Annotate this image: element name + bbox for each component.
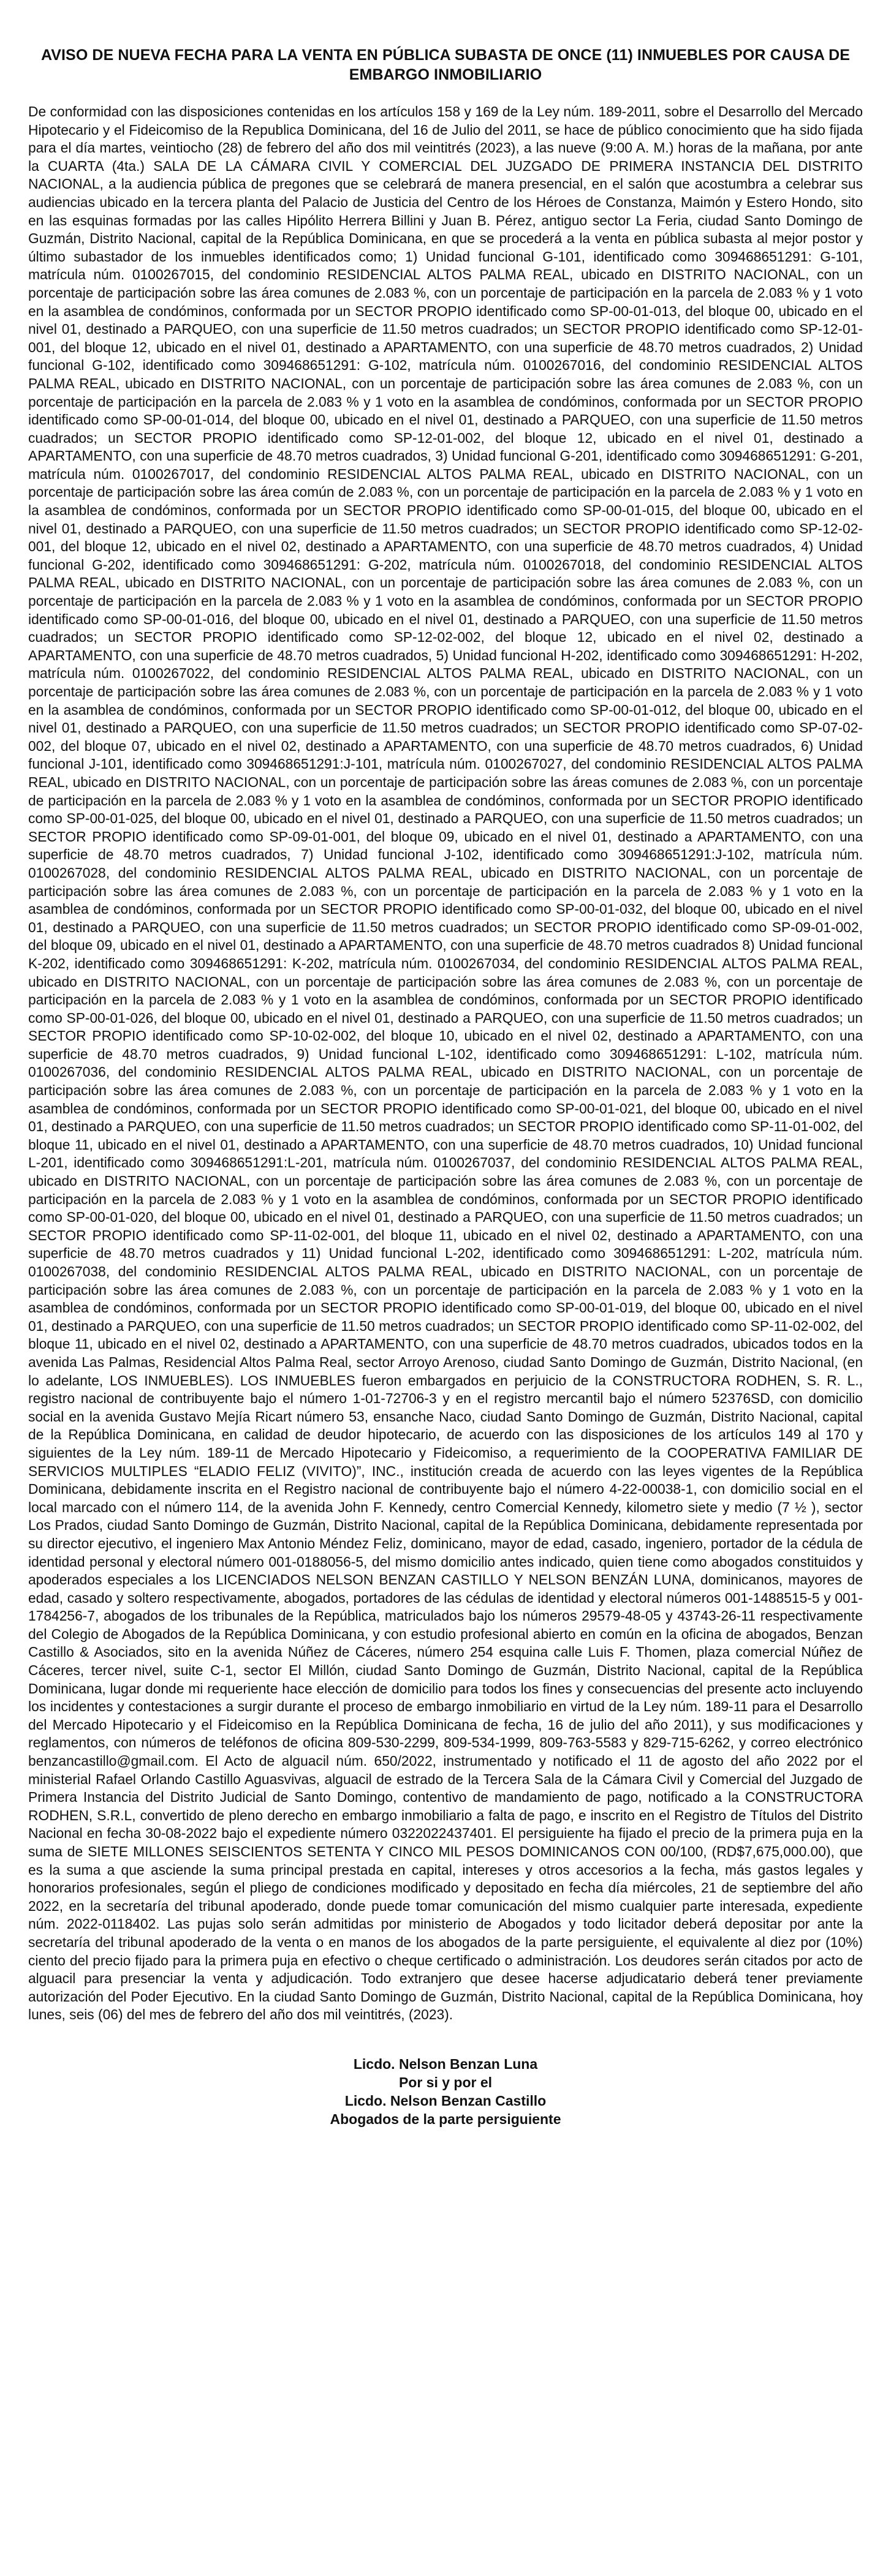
signature-line-2: Por si y por el [398,2074,493,2090]
signature-block [28,2055,863,2128]
notice-title: AVISO DE NUEVA FECHA PARA LA VENTA EN PÚBLICA SUBASTA DE ONCE (11) INMUEBLES POR CAUSA DE EMBARGO INMOBILIARIO [40,47,851,83]
notice-body: De conformidad con las disposiciones contenidas en los artículos 158 y 169 de la Ley núm. 189-2011, sobre el Desarrollo del Mercado Hipotecario y el Fideicomiso de la Republica Dominicana, del 16 de Julio del 2011, se hace de público conocimiento que ha sido fijada para el día martes, veintiocho (28) de febrero del año dos mil veintitrés (2023), a las nueve (9:00 A. M.) horas de la mañana, por ante la CUARTA (4ta.) SALA DE LA CÁMARA CIVIL Y COMERCIAL DEL JUZGADO DE PRIMERA INSTANCIA DEL DISTRITO NACIONAL, a la audiencia pública de pregones que se celebrará de manera presencial, en el salón que acostumbra a celebrar sus audiencias ubicado en la tercera planta del Palacio de Justicia del Centro de los Héroes de Constanza, Maimón y Estero Hondo, sito en las esquinas formadas por las calles Hipólito Herrera Billini y Juan B. Pérez, antiguo sector La Feria, ciudad Santo Domingo de Guzmán, Distrito Nacional, capital de la República Dominicana, en que se procederá a la venta en pública subasta al mejor postor y último subastador de los inmuebles identificados como; 1) Unidad funcional G-101, identificado como 309468651291: G-101, matrícula núm. 0100267015, del condominio RESIDENCIAL ALTOS PALMA REAL, ubicado en DISTRITO NACIONAL, con un porcentaje de participación sobre las área comunes de 2.083 %, con un porcentaje de participación en la parcela de 2.083 % y 1 voto en la asamblea de condóminos, conformada por un SECTOR PROPIO identificado como SP-00-01-013, del bloque 00, ubicado en el nivel 01, destinado a PARQUEO, con una superficie de 11.50 metros cuadrados; un SECTOR PROPIO identificado como SP-12-01-001, del bloque 12, ubicado en el nivel 01, destinado a APARTAMENTO, con una superficie de 48.70 metros cuadrados, 2) Unidad funcional G-102, identificado como 309468651291: G-102, matrícula núm. 0100267016, del condominio RESIDENCIAL ALTOS PALMA REAL, ubicado en DISTRITO NACIONAL, con un porcentaje de participación sobre las área comunes de 2.083 %, con un porcentaje de participación en la parcela de 2.083 % y 1 voto en la asamblea de condóminos, conformada por un SECTOR PROPIO identificado como SP-00-01-014, del bloque 00, ubicado en el nivel 01, destinado a PARQUEO, con una superficie de 11.50 metros cuadrados; un SECTOR PROPIO identificado como SP-12-01-002, del bloque 12, ubicado en el nivel 01, destinado a APARTAMENTO, con una superficie de 48.70 metros cuadrados, 3) Unidad funcional G-201, identificado como 309468651291: G-201, matrícula núm. 0100267017, del condominio RESIDENCIAL ALTOS PALMA REAL, ubicado en DISTRITO NACIONAL, con un porcentaje de participación sobre las área común de 2.083 %, con un porcentaje de participación en la parcela de 2.083 % y 1 voto en la asamblea de condóminos, conformada por un SECTOR PROPIO identificado como SP-00-01-015, del bloque 00, ubicado en el nivel 01, destinado a PARQUEO, con una superficie de 11.50 metros cuadrados; un SECTOR PROPIO identificado como SP-12-02-001, del bloque 12, ubicado en el nivel 02, destinado a APARTAMENTO, con una superficie de 48.70 metros cuadrados, 4) Unidad funcional G-202, identificado como 309468651291: G-202, matrícula núm. 0100267018, del condominio RESIDENCIAL ALTOS PALMA REAL, ubicado en DISTRITO NACIONAL, con un porcentaje de participación sobre las área comunes de 2.083 %, con un porcentaje de participación en la parcela de 2.083 % y 1 voto en la asamblea de condóminos, conformada por un SECTOR PROPIO identificado como SP-00-01-016, del bloque 00, ubicado en el nivel 01, destinado a PARQUEO, con una superficie de 11.50 metros cuadrados; un SECTOR PROPIO identificado como SP-12-02-002, del bloque 12, ubicado en el nivel 02, destinado a APARTAMENTO, con una superficie de 48.70 metros cuadrados, 5) Unidad funcional H-202, identificado como 309468651291: H-202, matrícula núm. 0100267022, del condominio RESIDENCIAL ALTOS PALMA REAL, ubicado en DISTRITO NACIONAL, con un porcentaje de participación sobre las área comunes de 2.083 %, con un porcentaje de participación en la parcela de 2.083 % y 1 voto en la asamblea de condóminos, conformada por un SECTOR PROPIO identificado como SP-00-01-012, del bloque 00, ubicado en el nivel 01, destinado a PARQUEO, con una superficie de 11.50 metros cuadrados; un SECTOR PROPIO identificado como SP-07-02-002, del bloque 07, ubicado en el nivel 02, destinado a APARTAMENTO, con una superficie de 48.70 metros cuadrados, 6) Unidad funcional J-101, identificado como 309468651291:J-101, matrícula núm. 0100267027, del condominio RESIDENCIAL ALTOS PALMA REAL, ubicado en DISTRITO NACIONAL, con un porcentaje de participación sobre las áreas comunes de 2.083 %, con un porcentaje de participación en la parcela de 2.083 % y 1 voto en la asamblea de condóminos, conformada por un SECTOR PROPIO identificado como SP-00-01-025, del bloque 00, ubicado en el nivel 01, destinado a PARQUEO, con una superficie de 11.50 metros cuadrados; un SECTOR PROPIO identificado como SP-09-01-001, del bloque 09, ubicado en el nivel 01, destinado a APARTAMENTO, con una superficie de 48.70 metros cuadrados, 7) Unidad funcional J-102, identificado como 309468651291:J-102, matrícula núm. 0100267028, del condominio RESIDENCIAL ALTOS PALMA REAL, ubicado en DISTRITO NACIONAL, con un porcentaje de participación sobre las área comunes de 2.083 %, con un porcentaje de participación en la parcela de 2.083 % y 1 voto en la asamblea de condóminos, conformada por un SECTOR PROPIO identificado como SP-00-01-032, del bloque 00, ubicado en el nivel 01, destinado a PARQUEO, con una superficie de 11.50 metros cuadrados; un SECTOR PROPIO identificado como SP-09-01-002, del bloque 09, ubicado en el nivel 01, destinado a APARTAMENTO, con una superficie de 48.70 metros cuadrados 8) Unidad funcional K-202, identificado como 309468651291: K-202, matrícula núm. 0100267034, del condominio RESIDENCIAL ALTOS PALMA REAL, ubicado en DISTRITO NACIONAL, con un porcentaje de participación sobre las área comunes de 2.083 %, con un porcentaje de participación en la parcela de 2.083 % y 1 voto en la asamblea de condóminos, conformada por un SECTOR PROPIO identificado como SP-00-01-026, del bloque 00, ubicado en el nivel 01, destinado a PARQUEO, con una superficie de 11.50 metros cuadrados; un SECTOR PROPIO identificado como SP-10-02-002, del bloque 10, ubicado en el nivel 02, destinado a APARTAMENTO, con una superficie de 48.70 metros cuadrados, 9) Unidad funcional L-102, identificado como 309468651291: L-102, matrícula núm. 0100267036, del condominio RESIDENCIAL ALTOS PALMA REAL, ubicado en DISTRITO NACIONAL, con un porcentaje de participación sobre las área comunes de 2.083 %, con un porcentaje de participación en la parcela de 2.083 % y 1 voto en la asamblea de condóminos, conformada por un SECTOR PROPIO identificado como SP-00-01-021, del bloque 00, ubicado en el nivel 01, destinado a PARQUEO, con una superficie de 11.50 metros cuadrados; un SECTOR PROPIO identificado como SP-11-01-002, del bloque 11, ubicado en el nivel 01, destinado a APARTAMENTO, con una superficie de 48.70 metros cuadrados, 10) Unidad funcional L-201, identificado como 309468651291:L-201, matrícula núm. 0100267037, del condominio RESIDENCIAL ALTOS PALMA REAL, ubicado en DISTRITO NACIONAL, con un porcentaje de participación sobre las área comunes de 2.083 %, con un porcentaje de participación en la parcela de 2.083 % y 1 voto en la asamblea de condóminos, conformada por un SECTOR PROPIO identificado como SP-00-01-020, del bloque 00, ubicado en el nivel 01, destinado a PARQUEO, con una superficie de 11.50 metros cuadrados; un SECTOR PROPIO identificado como SP-11-02-001, del bloque 11, ubicado en el nivel 02, destinado a APARTAMENTO, con una superficie de 48.70 metros cuadrados y 11) Unidad funcional L-202, identificado como 309468651291: L-202, matrícula núm. 0100267038, del condominio RESIDENCIAL ALTOS PALMA REAL, ubicado en DISTRITO NACIONAL, con un porcentaje de participación sobre las área comunes de 2.083 %, con un porcentaje de participación en la parcela de 2.083 % y 1 voto en la asamblea de condóminos, conformada por un SECTOR PROPIO identificado como SP-00-01-019, del bloque 00, ubicado en el nivel 01, destinado a PARQUEO, con una superficie de 11.50 metros cuadrados; un SECTOR PROPIO identificado como SP-11-02-002, del bloque 11, ubicado en el nivel 02, destinado a APARTAMENTO, con una superficie de 48.70 metros cuadrados, ubicados todos en la avenida Las Palmas, Residencial Altos Palma Real, sector Arroyo Arenoso, ciudad Santo Domingo de Guzmán, Distrito Nacional, (en lo adelante, LOS INMUEBLES). LOS INMUEBLES fueron embargados en perjuicio de la CONSTRUCTORA RODHEN, S. R. L., registro nacional de contribuyente bajo el número 1-01-72706-3 y en el registro mercantil bajo el número 52376SD, con domicilio social en la avenida Gustavo Mejía Ricart número 53, ensanche Naco, ciudad Santo Domingo de Guzmán, Distrito Nacional, capital de la República Dominicana, en calidad de deudor hipotecario, de acuerdo con las disposiciones de los artículos 149 al 170 y siguientes de la Ley núm. 189-11 de Mercado Hipotecario y Fideicomiso, a requerimiento de la COOPERATIVA FAMILIAR DE SERVICIOS MULTIPLES “ELADIO FELIZ (VIVITO)”, INC., institución creada de acuerdo con las leyes vigentes de la República Dominicana, debidamente inscrita en el Registro nacional de contribuyente bajo el número 4-22-00038-1, con domicilio social en el local marcado con el número 114, de la avenida John F. Kennedy, centro Comercial Kennedy, kilometro siete y medio (7 ½ ), sector Los Prados, ciudad Santo Domingo de Guzmán, Distrito Nacional, capital de la República Dominicana, debidamente representada por su director ejecutivo, el ingeniero Max Antonio Méndez Feliz, dominicano, mayor de edad, casado, ingeniero, portador de la cédula de identidad personal y electoral número 001-0188056-5, del mismo domicilio antes indicado, quien tiene como abogados constituidos y apoderados especiales a los LICENCIADOS NELSON BENZAN CASTILLO Y NELSON BENZÁN LUNA, dominicanos, mayores de edad, casado y soltero respectivamente, abogados, portadores de las cédulas de identidad y electoral números 001-1488515-5 y 001-1784256-7, abogados de los tribunales de la República, matriculados bajo los números 29579-48-05 y 43743-26-11 respectivamente del Colegio de Abogados de la República Dominicana, y con estudio profesional abierto en común en la oficina de abogados, Benzan Castillo & Asociados, sito en la avenida Núñez de Cáceres, número 254 esquina calle Luis F. Thomen, plaza comercial Núñez de Cáceres, tercer nivel, suite C-1, sector El Millón, ciudad Santo Domingo de Guzmán, Distrito Nacional, capital de la República Dominicana, lugar donde mi requeriente hace elección de domicilio para todos los fines y consecuencias del presente acto incluyendo los incidentes y contestaciones a surgir durante el proceso de embargo inmobiliario en virtud de la Ley núm. 189-11 para el Desarrollo del Mercado Hipotecario y el Fideicomiso en la República Dominicana de fecha, 16 de julio del año 2011), y sus modificaciones y reglamentos, con números de teléfonos de oficina 809-530-2299, 809-534-1999, 809-763-5583 y 829-715-6262, y correo electrónico benzancastillo@gmail.com. El Acto de alguacil núm. 650/2022, instrumentado y notificado el 11 de agosto del año 2022 por el ministerial Rafael Orlando Castillo Aguasvivas, alguacil de estrado de la Tercera Sala de la Cámara Civil y Comercial del Juzgado de Primera Instancia del Distrito Judicial de Santo Domingo, contentivo de mandamiento de pago, notificado a la CONSTRUCTORA RODHEN, S.R.L, convertido de pleno derecho en embargo inmobiliario a falta de pago, e inscrito en el Registro de Títulos del Distrito Nacional en fecha 30-08-2022 bajo el expediente número 0322022437401. El persiguiente ha fijado el precio de la primera puja en la suma de SIETE MILLONES SEISCIENTOS SETENTA Y CINCO MIL PESOS DOMINICANOS CON 00/100, (RD$7,675,000.00), que es la suma a que asciende la suma principal prestada en capital, intereses y otros accesorios a la fecha, más gastos legales y honorarios profesionales, según el pliego de condiciones modificado y depositado en fecha día miércoles, 21 de septiembre del año 2022, en la secretaría del tribunal apoderado, donde puede tomar comunicación del mismo cualquier parte interesada, expediente núm. 2022-0118402. Las pujas solo serán admitidas por ministerio de Abogados y todo licitador deberá depositar por ante la secretaría del tribunal apoderado de la venta o en manos de los abogados de la parte persiguiente, el equivalente al diez por (10%) ciento del precio fijado para la primera puja en efectivo o cheque certificado o administración. Los deudores serán citados por acto de alguacil para presenciar la venta y adjudicación. Todo extranjero que desee hacerse adjudicatario deberá tener previamente autorización del Poder Ejecutivo. En la ciudad Santo Domingo de Guzmán, Distrito Nacional, capital de la República Dominicana, hoy lunes, seis (06) del mes de febrero del año dos mil veintitrés, (2023). [28,104,863,2023]
signature-line-4: Abogados de la parte persiguiente [330,2111,561,2127]
signature-line-1: Licdo. Nelson Benzan Luna [353,2055,538,2072]
signature-line-3: Licdo. Nelson Benzan Castillo [344,2092,547,2109]
